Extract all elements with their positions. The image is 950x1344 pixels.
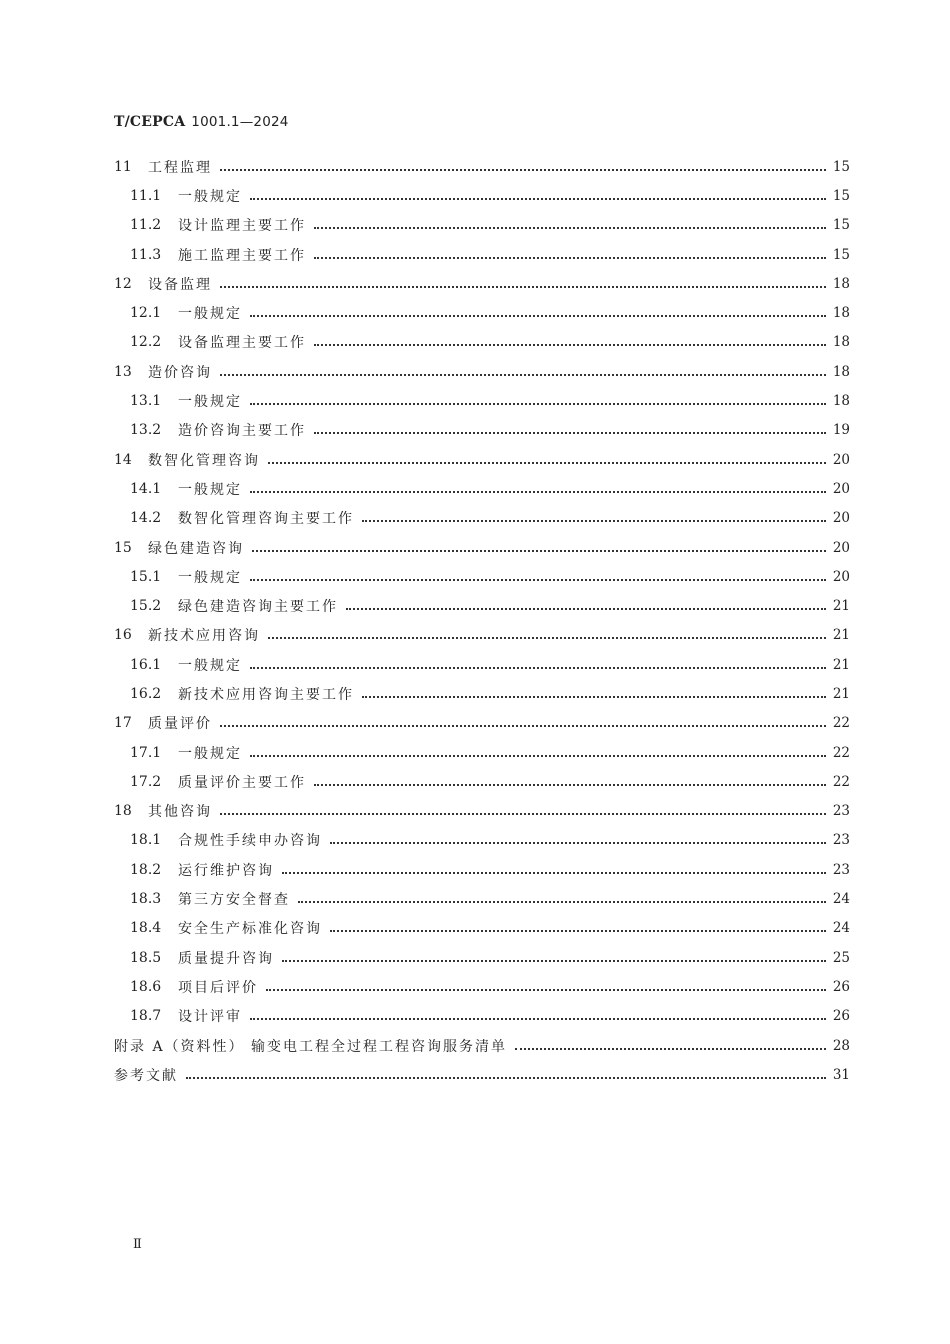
toc-entry-page: 22 (832, 715, 850, 732)
dot-leader (362, 687, 826, 701)
toc-entry-number: 18.1 (130, 832, 162, 849)
toc-entry[interactable] (114, 240, 850, 269)
toc-entry-title: 参考文献 (114, 1067, 178, 1084)
toc-entry-title: 一般规定 (178, 188, 242, 205)
toc-entry-page: 20 (832, 568, 850, 585)
dot-leader (314, 423, 826, 437)
dot-leader (314, 218, 826, 232)
toc-entry[interactable] (114, 181, 850, 210)
toc-entry-number: 13 (114, 363, 132, 380)
toc-entry-number: 14 (114, 451, 132, 468)
dot-leader (314, 775, 826, 789)
toc-entry-number: 14.2 (130, 510, 162, 527)
dot-leader (250, 658, 826, 672)
toc-entry[interactable] (114, 445, 850, 474)
dot-leader (314, 248, 826, 262)
toc-entry[interactable] (114, 650, 850, 679)
toc-entry-number: 12.1 (130, 305, 162, 322)
toc-entry-number: 18.4 (130, 920, 162, 937)
toc-entry-title: 设备监理主要工作 (178, 335, 306, 352)
toc-entry-page: 21 (832, 656, 850, 673)
toc-entry[interactable] (114, 884, 850, 913)
dot-leader (250, 746, 826, 760)
toc-entry[interactable] (114, 972, 850, 1001)
dot-leader (362, 511, 826, 525)
toc-entry-number: 16.2 (130, 685, 162, 702)
dot-leader (220, 160, 826, 174)
dot-leader (250, 570, 826, 584)
toc-entry-title: 安全生产标准化咨询 (178, 921, 322, 938)
toc-entry-number: 11.1 (130, 187, 162, 204)
document-header (114, 114, 289, 130)
toc-entry-page: 18 (832, 305, 850, 322)
toc-entry-page: 18 (832, 393, 850, 410)
toc-entry[interactable] (114, 797, 850, 826)
toc-entry-number: 17.1 (130, 744, 162, 761)
toc-entry-title: 造价咨询 (148, 364, 212, 381)
toc-entry-title: 数智化管理咨询主要工作 (178, 511, 354, 528)
dot-leader (220, 716, 826, 730)
toc-entry[interactable] (114, 328, 850, 357)
toc-entry[interactable] (114, 1060, 850, 1089)
toc-entry-number: 11.3 (130, 246, 162, 263)
dot-leader (268, 628, 826, 642)
toc-entry-page: 26 (832, 1008, 850, 1025)
toc-entry-title: 新技术应用咨询 (148, 628, 260, 645)
toc-entry-title: 工程监理 (148, 159, 212, 176)
toc-entry-page: 23 (832, 861, 850, 878)
toc-entry-page: 21 (832, 598, 850, 615)
toc-entry-number: 18 (114, 803, 132, 820)
toc-entry-number: 12 (114, 275, 132, 292)
toc-entry-title: 设计监理主要工作 (178, 218, 306, 235)
dot-leader (330, 921, 826, 935)
toc-entry-title: 绿色建造咨询主要工作 (178, 599, 338, 616)
dot-leader (186, 1068, 826, 1082)
toc-entry[interactable] (114, 386, 850, 415)
toc-entry-page: 20 (832, 480, 850, 497)
toc-entry-title: 项目后评价 (178, 979, 258, 996)
toc-entry[interactable] (114, 152, 850, 181)
dot-leader (346, 599, 826, 613)
toc-entry[interactable] (114, 943, 850, 972)
toc-entry-number: 16.1 (130, 656, 162, 673)
toc-entry[interactable] (114, 562, 850, 591)
toc-entry[interactable] (114, 504, 850, 533)
toc-entry-title: 质量提升咨询 (178, 950, 274, 967)
toc-entry-page: 31 (832, 1066, 850, 1083)
dot-leader (250, 394, 826, 408)
standard-number: 1001.1—2024 (191, 114, 289, 130)
toc-entry[interactable] (114, 709, 850, 738)
toc-entry[interactable] (114, 826, 850, 855)
toc-entry[interactable] (114, 474, 850, 503)
dot-leader (298, 892, 826, 906)
dot-leader (515, 1039, 826, 1053)
toc-entry-page: 22 (832, 773, 850, 790)
toc-entry[interactable] (114, 855, 850, 884)
toc-entry-page: 23 (832, 803, 850, 820)
toc-entry-page: 15 (832, 217, 850, 234)
toc-entry-page: 20 (832, 451, 850, 468)
dot-leader (282, 863, 826, 877)
toc-entry-page: 24 (832, 891, 850, 908)
toc-entry-title: 一般规定 (178, 657, 242, 674)
dot-leader (252, 541, 826, 555)
toc-entry-page: 15 (832, 158, 850, 175)
toc-entry-number: 14.1 (130, 480, 162, 497)
dot-leader (314, 335, 826, 349)
toc-entry-title: 一般规定 (178, 569, 242, 586)
dot-leader (282, 951, 826, 965)
toc-entry-page: 18 (832, 334, 850, 351)
toc-entry-title: 一般规定 (178, 481, 242, 498)
dot-leader (250, 306, 826, 320)
dot-leader (220, 365, 826, 379)
toc-entry[interactable] (114, 1031, 850, 1060)
toc-entry[interactable] (114, 533, 850, 562)
dot-leader (250, 482, 826, 496)
toc-entry-page: 20 (832, 510, 850, 527)
toc-entry-title: 设计评审 (178, 1009, 242, 1026)
toc-entry-title: 附录 A（资料性） 输变电工程全过程工程咨询服务清单 (114, 1038, 508, 1055)
toc-entry[interactable] (114, 357, 850, 386)
toc-entry-title: 施工监理主要工作 (178, 247, 306, 264)
toc-entry-number: 11 (114, 158, 132, 175)
toc-entry-page: 28 (832, 1037, 850, 1054)
toc-entry[interactable] (114, 416, 850, 445)
toc-entry[interactable] (114, 1002, 850, 1031)
standard-code: T/CEPCA (114, 114, 186, 130)
toc-entry-page: 21 (832, 685, 850, 702)
dot-leader (250, 1009, 826, 1023)
toc-entry-number: 18.7 (130, 1008, 162, 1025)
toc-entry[interactable] (114, 621, 850, 650)
toc-entry-title: 其他咨询 (148, 804, 212, 821)
page-number: Ⅱ (133, 1237, 142, 1252)
toc-entry-page: 20 (832, 539, 850, 556)
toc-entry-page: 19 (832, 422, 850, 439)
toc-entry-title: 一般规定 (178, 306, 242, 323)
toc-entry-page: 24 (832, 920, 850, 937)
toc-entry-number: 13.2 (130, 422, 162, 439)
dot-leader (250, 189, 826, 203)
toc-entry-number: 15 (114, 539, 132, 556)
toc-entry[interactable] (114, 269, 850, 298)
toc-entry-title: 设备监理 (148, 276, 212, 293)
toc-entry-page: 23 (832, 832, 850, 849)
toc-entry-number: 18.6 (130, 978, 162, 995)
toc-entry[interactable] (114, 738, 850, 767)
dot-leader (266, 980, 826, 994)
toc-entry[interactable] (114, 914, 850, 943)
toc-entry-page: 21 (832, 627, 850, 644)
toc-entry-number: 17.2 (130, 773, 162, 790)
toc-entry-number: 11.2 (130, 217, 162, 234)
toc-entry-page: 26 (832, 978, 850, 995)
table-of-contents (114, 152, 850, 1090)
toc-entry-number: 16 (114, 627, 132, 644)
toc-entry-number: 18.5 (130, 949, 162, 966)
toc-entry-number: 12.2 (130, 334, 162, 351)
toc-entry-title: 一般规定 (178, 745, 242, 762)
toc-entry-page: 18 (832, 363, 850, 380)
toc-entry[interactable] (114, 591, 850, 620)
toc-entry-title: 绿色建造咨询 (148, 540, 244, 557)
toc-entry-number: 13.1 (130, 393, 162, 410)
toc-entry-title: 新技术应用咨询主要工作 (178, 686, 354, 703)
toc-entry[interactable] (114, 298, 850, 327)
toc-entry-title: 质量评价 (148, 716, 212, 733)
dot-leader (220, 804, 826, 818)
toc-entry-title: 一般规定 (178, 394, 242, 411)
toc-entry-page: 22 (832, 744, 850, 761)
toc-entry-title: 数智化管理咨询 (148, 452, 260, 469)
toc-entry-title: 第三方安全督查 (178, 892, 290, 909)
toc-entry[interactable] (114, 211, 850, 240)
toc-entry-number: 18.2 (130, 861, 162, 878)
toc-entry-title: 质量评价主要工作 (178, 774, 306, 791)
toc-entry-number: 15.1 (130, 568, 162, 585)
toc-entry-number: 17 (114, 715, 132, 732)
toc-entry-page: 25 (832, 949, 850, 966)
toc-entry-title: 运行维护咨询 (178, 862, 274, 879)
toc-entry-title: 造价咨询主要工作 (178, 423, 306, 440)
dot-leader (330, 833, 826, 847)
toc-entry[interactable] (114, 679, 850, 708)
toc-entry-page: 15 (832, 187, 850, 204)
toc-entry-page: 18 (832, 275, 850, 292)
toc-entry[interactable] (114, 767, 850, 796)
toc-entry-page: 15 (832, 246, 850, 263)
toc-entry-number: 18.3 (130, 891, 162, 908)
dot-leader (268, 453, 826, 467)
dot-leader (220, 277, 826, 291)
toc-entry-title: 合规性手续申办咨询 (178, 833, 322, 850)
toc-entry-number: 15.2 (130, 598, 162, 615)
